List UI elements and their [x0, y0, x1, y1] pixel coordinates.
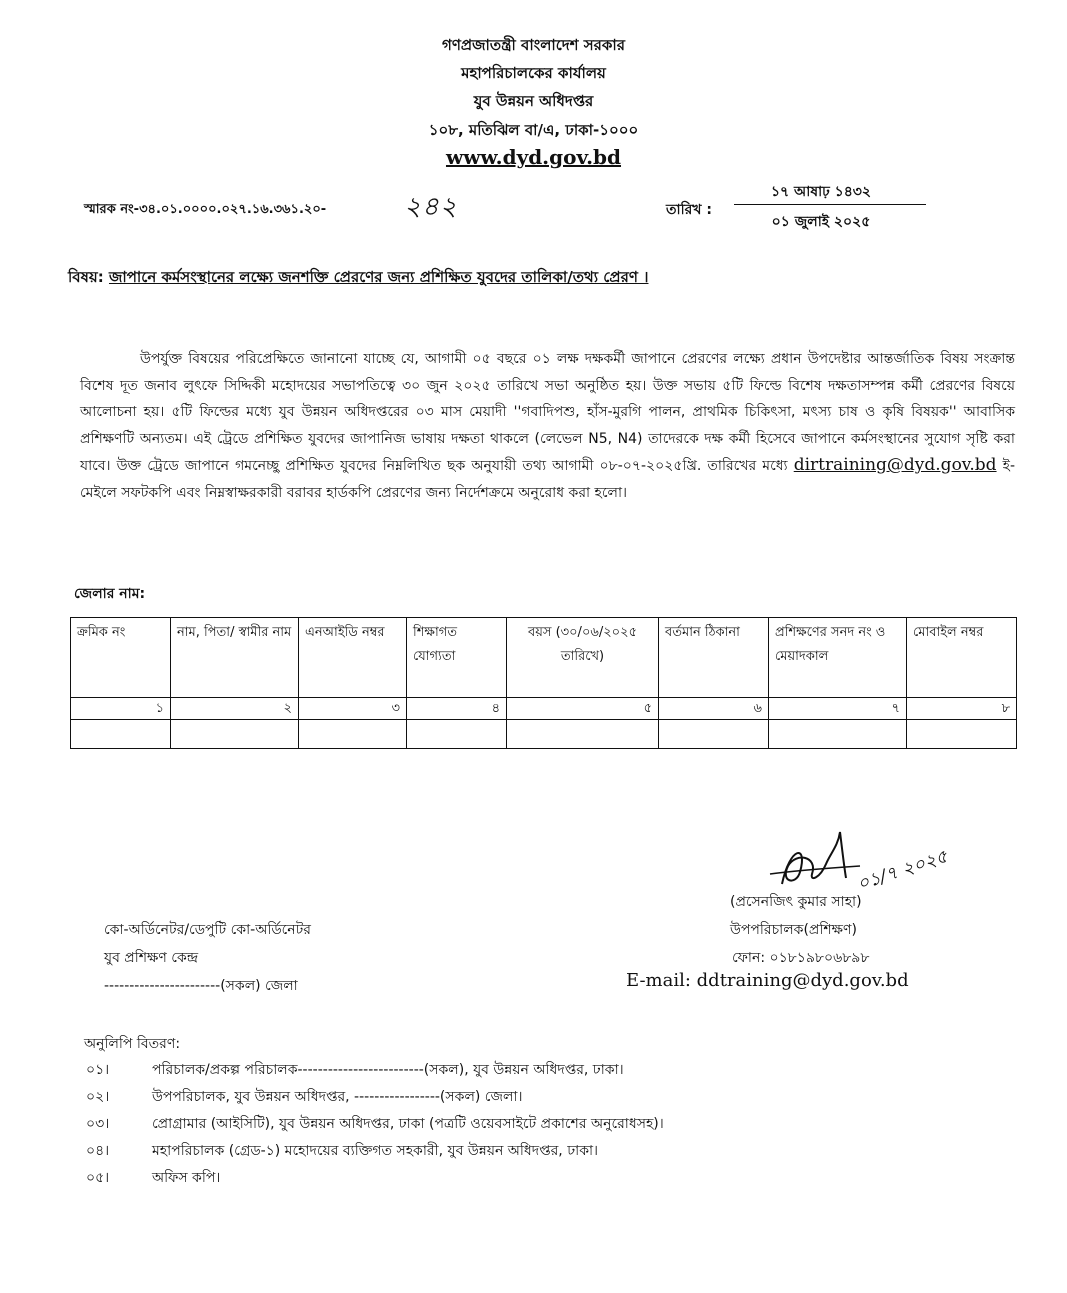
date-label: তারিখ :	[666, 202, 712, 218]
table-header-cell: বয়স (৩০/০৬/২০২৫ তারিখে)	[507, 618, 659, 698]
signatory-designation: উপপরিচালক(প্রশিক্ষণ)	[730, 922, 857, 938]
district-label: জেলার নাম:	[74, 586, 146, 602]
signatory-email[interactable]: E-mail: ddtraining@dyd.gov.bd	[626, 970, 909, 991]
cc-item: ০২। উপপরিচালক, যুব উন্নয়ন অধিদপ্তর, -----------------(সকল) জেলা।	[86, 1089, 523, 1105]
cc-item: ০৫। অফিস কপি।	[86, 1170, 221, 1186]
cc-item: ০৩। প্রোগ্রামার (আইসিটি), যুব উন্নয়ন অধিদপ্তর, ঢাকা (পত্রটি ওয়েবসাইটে প্রকাশের অনুরোধসহ)।	[86, 1116, 664, 1132]
recipient-line-3: -----------------------(সকল) জেলা	[104, 978, 298, 994]
table-header-cell: প্রশিক্ষণের সনদ নং ও মেয়াদকাল	[769, 618, 907, 698]
table-empty-cell[interactable]	[71, 720, 171, 749]
govt-name: গণপ্রজাতন্ত্রী বাংলাদেশ সরকার	[442, 36, 625, 54]
cc-item: ০১। পরিচালক/প্রকল্প পরিচালক-------------------------(সকল), যুব উন্নয়ন অধিদপ্তর, ঢাকা।	[86, 1062, 624, 1078]
table-header-cell: শিক্ষাগত যোগ্যতা	[407, 618, 507, 698]
subject-line	[68, 266, 649, 291]
memo-ref-label: স্মারক নং-৩৪.০১.০০০০.০২৭.১৬.৩৬১.২০-	[84, 202, 327, 217]
table-empty-cell[interactable]	[407, 720, 507, 749]
memo-ref-number: ২৪২	[404, 192, 458, 222]
date-english: ০১ জুলাই ২০২৫	[771, 214, 871, 230]
table-empty-cell[interactable]	[769, 720, 907, 749]
body-paragraph	[80, 346, 1015, 506]
body-email-link[interactable]: dirtraining@dyd.gov.bd	[793, 455, 997, 475]
table-header-cell: মোবাইল নম্বর	[907, 618, 1017, 698]
table-empty-cell[interactable]	[299, 720, 407, 749]
table-empty-row	[71, 720, 1017, 749]
subject-label: বিষয়:	[68, 268, 104, 286]
table-number-cell: ৭	[769, 698, 907, 720]
date-bangla: ১৭ আষাঢ় ১৪৩২	[770, 184, 872, 200]
table-number-cell: ৩	[299, 698, 407, 720]
table-number-cell: ৮	[907, 698, 1017, 720]
table-empty-cell[interactable]	[907, 720, 1017, 749]
table-header-cell: ক্রমিক নং	[71, 618, 171, 698]
table-empty-cell[interactable]	[659, 720, 769, 749]
body-part-2: ই-মেইলে সফটকপি এবং নিম্নস্বাক্ষরকারী বরাবর হার্ডকপি প্রেরণের জন্য নির্দেশক্রমে অনুরোধ করা হলো।	[80, 458, 1016, 501]
table-number-row	[71, 698, 1017, 720]
subject-text: জাপানে কর্মসংস্থানের লক্ষ্যে জনশক্তি প্রেরণের জন্য প্রশিক্ষিত যুবদের তালিকা/তথ্য প্রেরণ ।	[108, 268, 649, 286]
table-number-cell: ১	[71, 698, 171, 720]
cc-title: অনুলিপি বিতরণ:	[84, 1036, 181, 1052]
signature-date-handwritten: ০১/৭ ২০২৫	[854, 846, 951, 896]
recipient-line-2: যুব প্রশিক্ষণ কেন্দ্র	[104, 950, 199, 966]
department-name: যুব উন্নয়ন অধিদপ্তর	[473, 92, 594, 110]
office-address: ১০৮, মতিঝিল বা/এ, ঢাকা-১০০০	[428, 121, 639, 139]
date-divider	[734, 204, 926, 205]
signatory-name: (প্রসেনজিৎ কুমার সাহা)	[730, 894, 862, 910]
table-number-cell: ২	[171, 698, 299, 720]
table-header-cell: নাম, পিতা/ স্বামীর নাম	[171, 618, 299, 698]
table-header-row	[71, 618, 1017, 698]
table-empty-cell[interactable]	[507, 720, 659, 749]
table-header-cell: বর্তমান ঠিকানা	[659, 618, 769, 698]
table-number-cell: ৪	[407, 698, 507, 720]
cc-item: ০৪। মহাপরিচালক (গ্রেড-১) মহোদয়ের ব্যক্তিগত সহকারী, যুব উন্নয়ন অধিদপ্তর, ঢাকা।	[86, 1143, 599, 1159]
table-number-cell: ৫	[507, 698, 659, 720]
recipient-line-1: কো-অর্ডিনেটর/ডেপুটি কো-অর্ডিনেটর	[104, 922, 311, 938]
table-empty-cell[interactable]	[171, 720, 299, 749]
table-header-cell: এনআইডি নম্বর	[299, 618, 407, 698]
office-name: মহাপরিচালকের কার্যালয়	[461, 64, 606, 82]
website-link[interactable]: www.dyd.gov.bd	[445, 145, 622, 169]
body-part-1: উপর্যুক্ত বিষয়ের পরিপ্রেক্ষিতে জানানো যাচ্ছে যে, আগামী ০৫ বছরে ০১ লক্ষ দক্ষকর্মী জাপানে প্রেরণের লক্ষ্যে প্রধান উপদেষ্টার আন্তর্জাতিক বিষয় সংক্রান্ত বিশেষ দূত জনাব লুৎফে সিদ্দিকী মহোদয়ের সভাপতিত্বে ৩০ জুন ২০২৫ তারিখে সভা অনুষ্ঠিত হয়। উক্ত সভায় ৫টি ফিল্ডে বিশেষ দক্ষতাসম্পন্ন কর্মী প্রেরণের বিষয়ে আলোচনা হয়। ৫টি ফিল্ডের মধ্যে যুব উন্নয়ন অধিদপ্তরের ০৩ মাস মেয়াদী ''গবাদিপশু, হাঁস-মুরগি পালন, প্রাথমিক চিকিৎসা, মৎস্য চাষ ও কৃষি বিষয়ক'' আবাসিক প্রশিক্ষণটি অন্যতম। এই ট্রেডে প্রশিক্ষিত যুবদের জাপানিজ ভাষায় দক্ষতা থাকলে (লেভেল N5, N4) তাদেরকে দক্ষ কর্মী হিসেবে জাপানে কর্মসংস্থানের সুযোগ সৃষ্টি করা যাবে। উক্ত ট্রেডে জাপানে গমনেচ্ছু প্রশিক্ষিত যুবদের নিম্নলিখিত ছক অনুযায়ী তথ্য আগামী ০৮-০৭-২০২৫খ্রি. তারিখের মধ্যে	[80, 351, 1015, 474]
signatory-phone: ফোন: ০১৮১৯৮০৬৮৯৮	[732, 950, 870, 966]
table-number-cell: ৬	[659, 698, 769, 720]
info-table	[70, 617, 1017, 749]
